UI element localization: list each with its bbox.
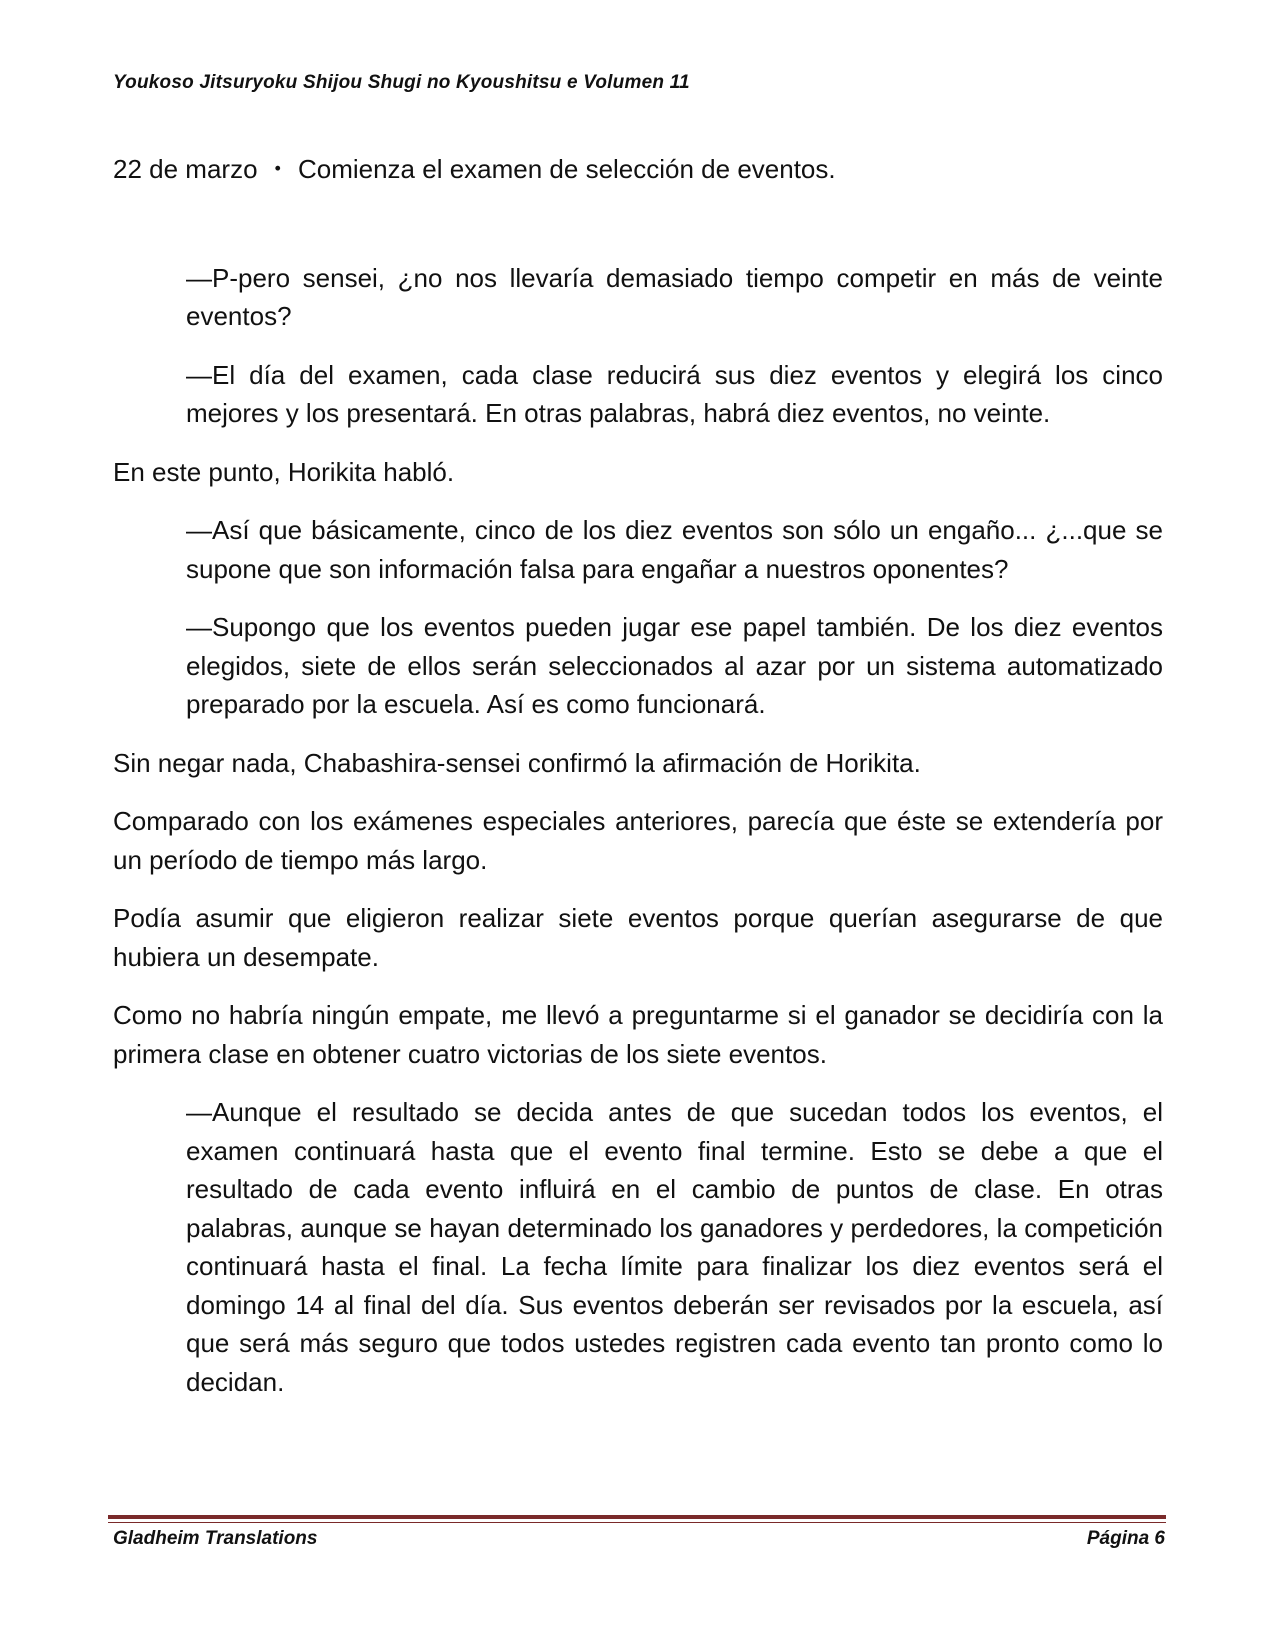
narration-paragraph: Como no habría ningún empate, me llevó a preguntarme si el ganador se decidiría con la primera clase en obtener cuatro victorias de los siete eventos. <box>113 1000 1163 1069</box>
dialogue-paragraph: —Así que básicamente, cinco de los diez eventos son sólo un engaño... ¿...que se supone que son información falsa para engañar a nuestros oponentes? <box>186 515 1163 584</box>
narration-paragraph: Podía asumir que eligieron realizar siete eventos porque querían asegurarse de que hubiera un desempate. <box>113 903 1163 972</box>
page-header-title: Youkoso Jitsuryoku Shijou Shugi no Kyoushitsu e Volumen 11 <box>113 72 690 93</box>
dialogue-paragraph: —El día del examen, cada clase reducirá sus diez eventos y elegirá los cinco mejores y los presentará. En otras palabras, habrá diez eventos, no veinte. <box>186 359 1163 428</box>
narration-paragraph: Sin negar nada, Chabashira-sensei confirmó la afirmación de Horikita. <box>113 747 921 778</box>
page-body <box>113 150 1163 1421</box>
dialogue-paragraph: —P-pero sensei, ¿no nos llevaría demasiado tiempo competir en más de veinte eventos? <box>186 262 1163 331</box>
dialogue-paragraph: —Supongo que los eventos pueden jugar ese papel también. De los diez eventos elegidos, siete de ellos serán seleccionados al azar por un sistema automatizado preparado por la escuela. Así es como funcionará. <box>186 612 1163 719</box>
narration-paragraph: Comparado con los exámenes especiales anteriores, parecía que éste se extendería por un período de tiempo más largo. <box>113 806 1163 875</box>
footer-divider-thin <box>108 1522 1166 1523</box>
footer-translator-credit: Gladheim Translations <box>113 1528 318 1549</box>
date-line: 22 de marzo ・ Comienza el examen de selección de eventos. <box>113 154 836 184</box>
footer-page-number: Página 6 <box>1086 1528 1165 1549</box>
dialogue-paragraph: —Aunque el resultado se decida antes de que sucedan todos los eventos, el examen continuará hasta que el evento final termine. Esto se debe a que el resultado de cada evento influirá en el cambio de puntos de clase. En otras palabras, aunque se hayan determinado los ganadores y perdedores, la competición continuará hasta el final. La fecha límite para finalizar los diez eventos será el domingo 14 al final del día. Sus eventos deberán ser revisados por la escuela, así que será más seguro que todos ustedes registren cada evento tan pronto como lo decidan. <box>186 1097 1163 1397</box>
narration-paragraph: En este punto, Horikita habló. <box>113 456 455 487</box>
footer-divider <box>108 1515 1166 1519</box>
